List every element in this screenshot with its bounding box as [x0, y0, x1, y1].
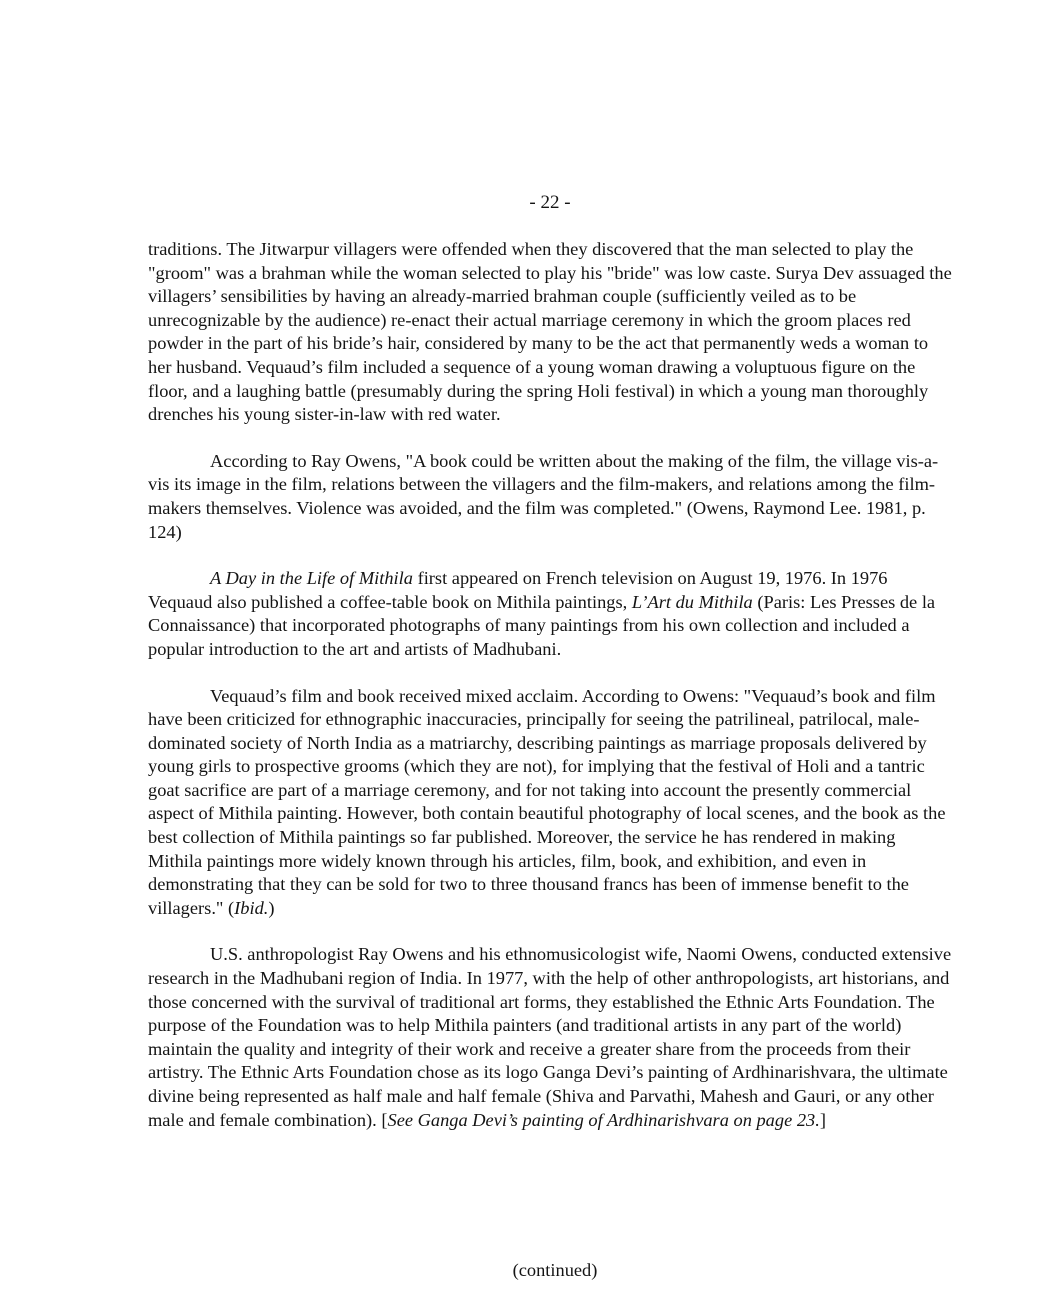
continued-note: (continued)	[512, 1260, 598, 1280]
ibid-citation: Ibid.	[234, 897, 269, 918]
body-text	[148, 238, 954, 1155]
paragraph-owens-quote: According to Ray Owens, "A book could be written about the making of the film, the village vis-a-vis its image in the film, relations between the villagers and the film-makers, and relations among the film-makers themselves. Violence was avoided, and the film was completed." (Owens, Raymond Lee. 1981, p. 124)	[148, 450, 939, 542]
paragraph-traditions: traditions. The Jitwarpur villagers were offended when they discovered that the man selected to play the "groom" was a brahman while the woman selected to play his "bride" was low caste. Surya Dev assuaged the villagers’ sensibilities by having an already-married brahman couple (sufficiently veiled as to be unrecognizable by the audience) re-enact their actual marriage ceremony in which the groom places red powder in the part of his bride’s hair, considered by many to be the act that permanently weds a woman to her husband. Vequaud’s film included a sequence of a young woman drawing a voluptuous figure on the floor, and a laughing battle (presumably during the spring Holi festival) in which a young man thoroughly drenches his young sister-in-law with red water.	[148, 239, 952, 425]
paragraph-text: first appeared on French television on August 19, 1976. In 1976 Vequaud also published a coffee-table book on Mithila paintings,	[148, 568, 888, 612]
paragraph-text: (Paris: Les Presses de la Connaissance) that incorporated photographs of many paintings from his own collection and included a popular introduction to the art and artists of Madhubani.	[148, 591, 936, 659]
paragraph-ethnic-arts-foundation	[148, 943, 954, 1132]
paragraph-day-in-life	[148, 567, 954, 661]
paragraph-text: U.S. anthropologist Ray Owens and his ethnomusicologist wife, Naomi Owens, conducted extensive research in the Madhubani region of India. In 1977, with the help of other anthropologists, art historians, and those concerned with the survival of traditional art forms, they established the Ethnic Arts Foundation. The purpose of the Foundation was to help Mithila painters (and traditional artists in any part of the world) maintain the quality and integrity of their work and receive a greater share from the proceeds from their artistry. The Ethnic Arts Foundation chose as its logo Ganga Devi’s painting of Ardhinarishvara, the ultimate divine being represented as half male and half female (Shiva and Parvathi, Mahesh and Gauri, or any other male and female combination). [	[148, 944, 952, 1130]
paragraph-text: )	[268, 897, 275, 918]
paragraph-text: Vequaud’s film and book received mixed acclaim. According to Owens: "Vequaud’s book and film have been criticized for ethnographic inaccuracies, principally for seeing the patrilineal, patrilocal, male-dominated society of North India as a matriarchy, describing paintings as marriage proposals delivered by young girls to prospective grooms (which they are not), for implying that the festival of Holi and a tantric goat sacrifice are part of a marriage ceremony, and for not taking into account the presently commercial aspect of Mithila painting. However, both contain beautiful photography of local scenes, and the book as the best collection of Mithila paintings so far published. Moreover, the service he has rendered in making Mithila paintings more widely known through his articles, film, book, and exhibition, and even in demonstrating that they can be sold for two to three thousand francs has been of immense benefit to the villagers." (	[148, 685, 946, 918]
book-title: L’Art du Mithila	[631, 591, 753, 612]
page-reference: See Ganga Devi’s painting of Ardhinarishvara on page 23.	[387, 1109, 820, 1130]
paragraph-text: ]	[819, 1109, 826, 1130]
film-title: A Day in the Life of Mithila	[210, 568, 413, 589]
page-number: - 22 -	[529, 192, 571, 213]
paragraph-mixed-acclaim	[148, 685, 954, 921]
